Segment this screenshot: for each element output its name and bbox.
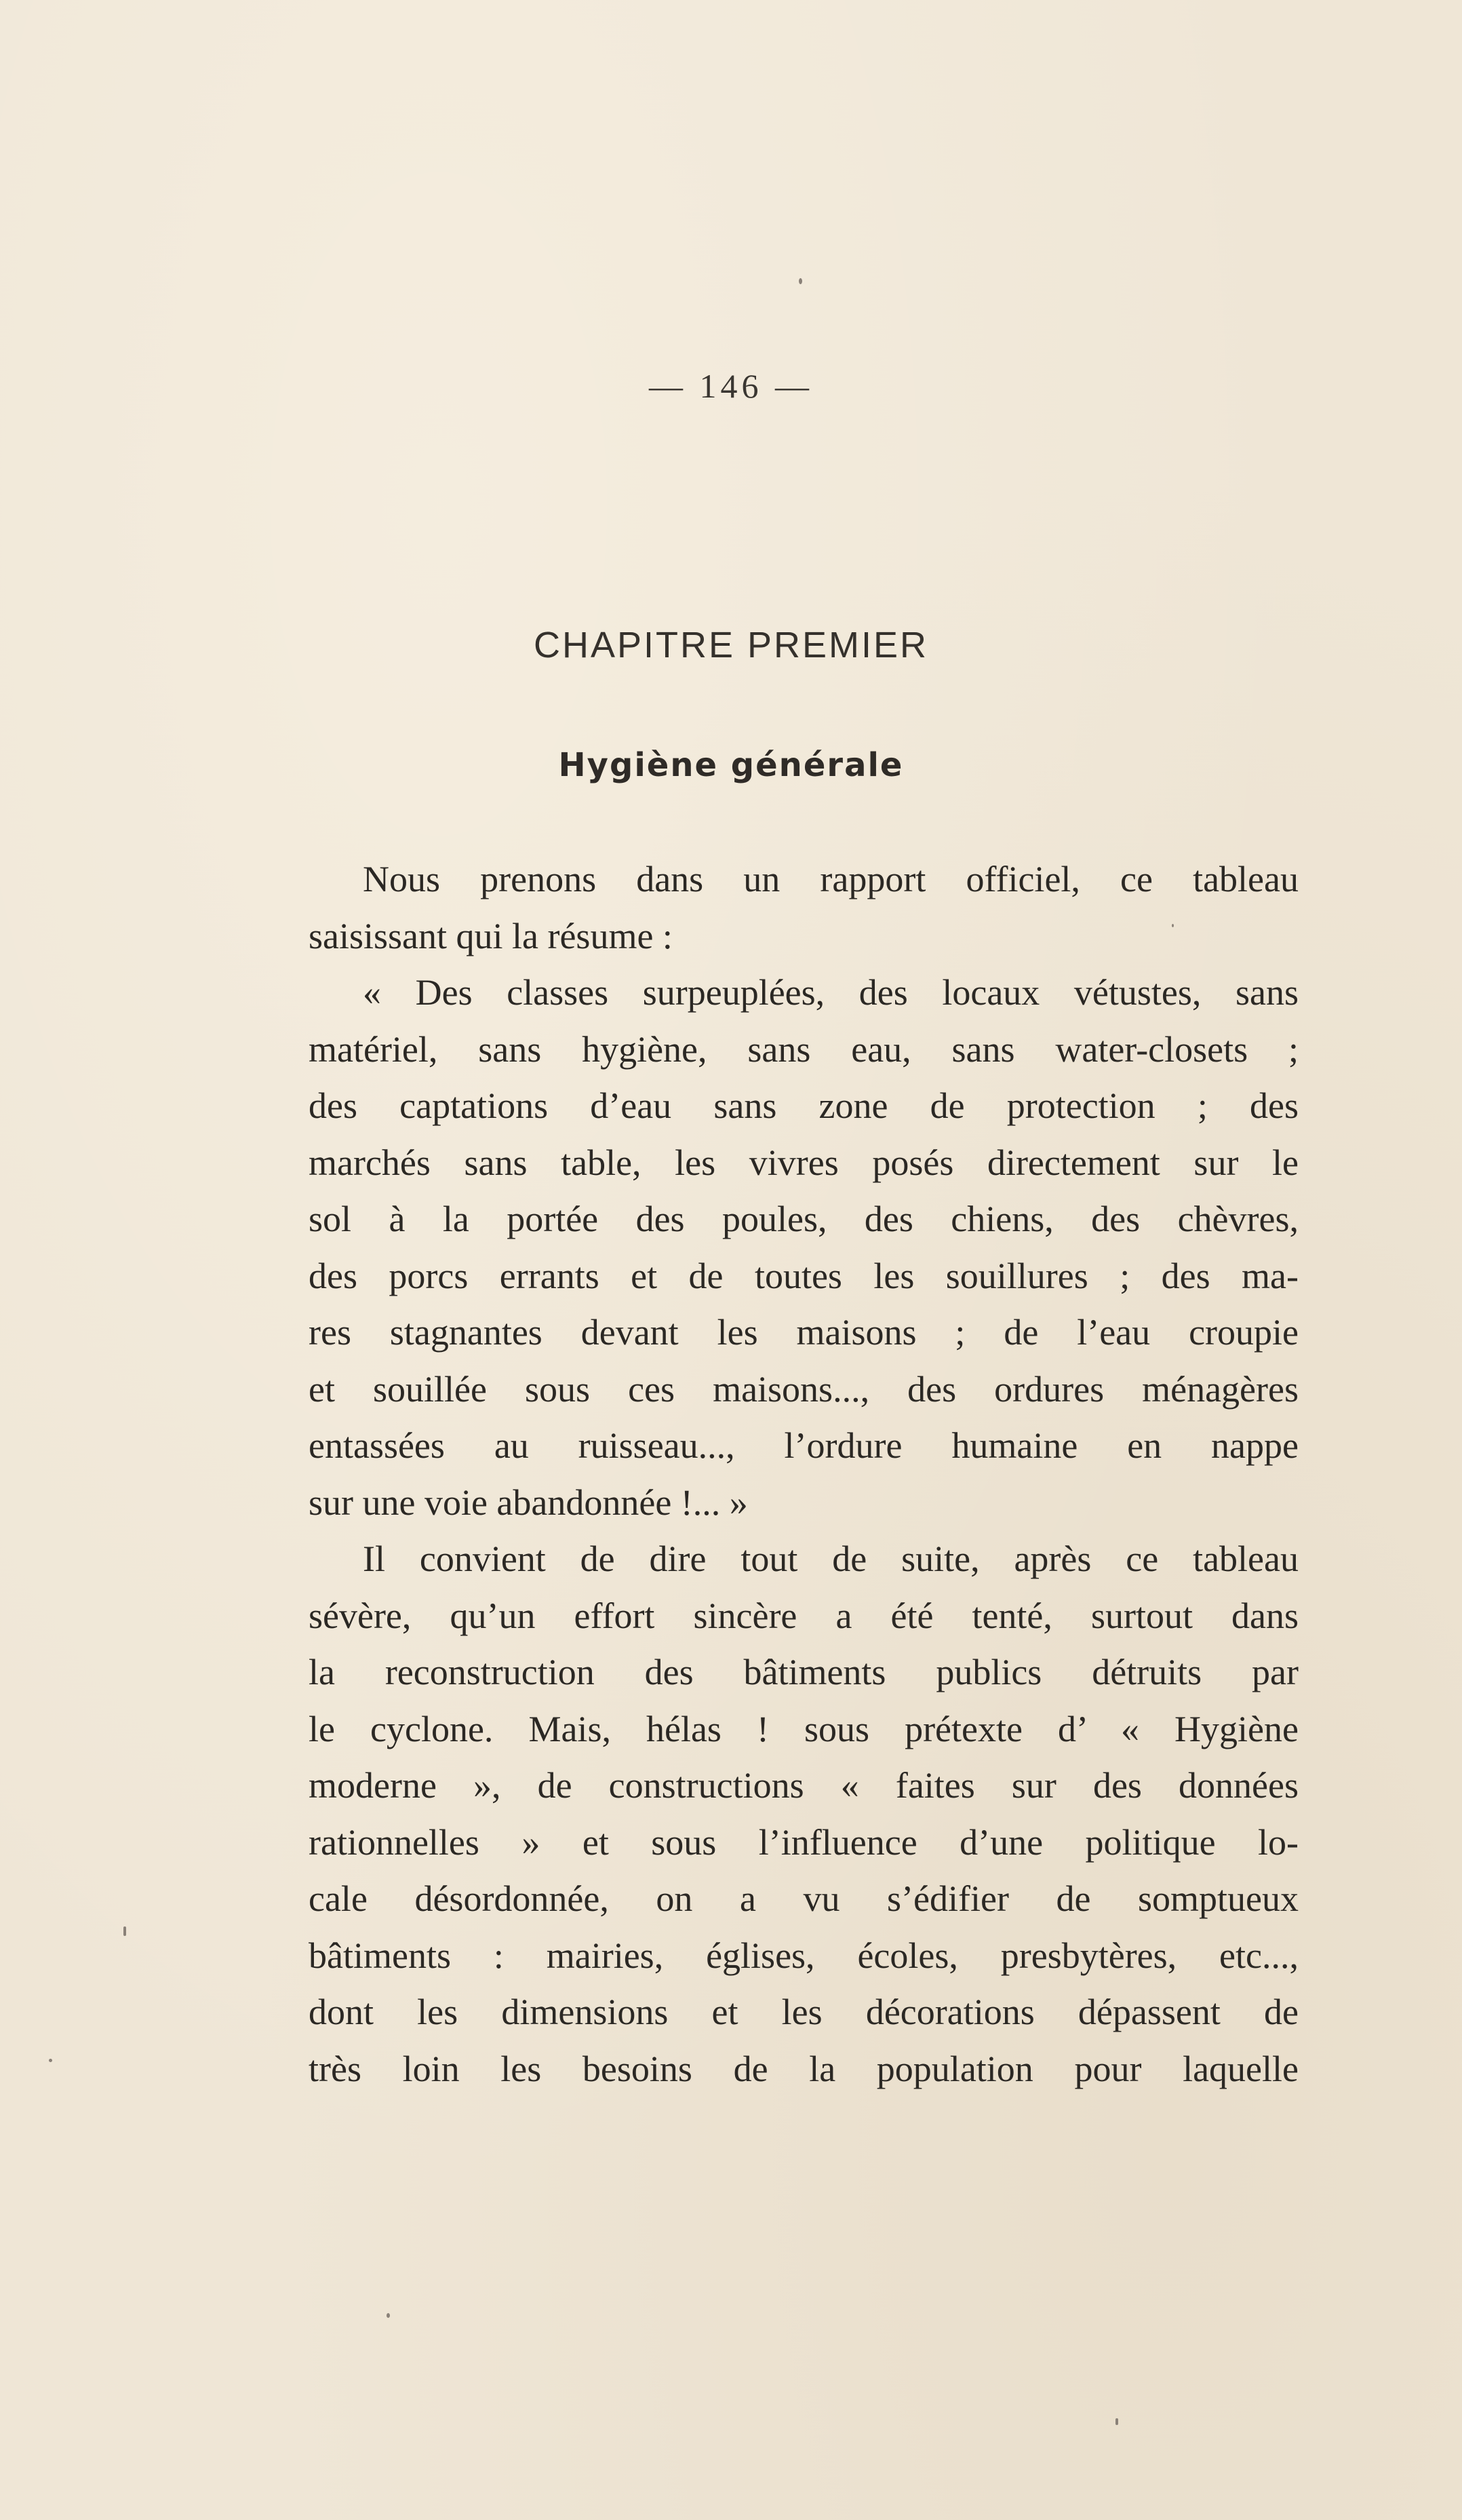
text-line: saisissant qui la résume : (309, 915, 673, 956)
paper-speck (387, 2313, 390, 2318)
paper-speck (1115, 2418, 1118, 2425)
paper-speck (1172, 924, 1174, 927)
text-line: « Des classes surpeuplées, des locaux vétustes, sans (363, 972, 1299, 1013)
text-line: la reconstruction des bâtiments publics détruits par (309, 1652, 1299, 1692)
text-line: très loin les besoins de la population pour laquelle (309, 2048, 1299, 2089)
page-number: — 146 — (649, 367, 813, 405)
text-line: rationnelles » et sous l’influence d’une politique lo- (309, 1821, 1299, 1863)
body-text (309, 851, 1299, 2097)
text-line: entassées au ruisseau..., l’ordure humaine en nappe (309, 1425, 1299, 1466)
text-line: sur une voie abandonnée !... » (309, 1481, 748, 1523)
chapter-title: CHAPITRE PREMIER (533, 625, 929, 665)
text-line: le cyclone. Mais, hélas ! sous prétexte d’ « Hygiène (309, 1708, 1299, 1749)
text-line: Nous prenons dans un rapport officiel, ce tableau (363, 859, 1299, 899)
text-line: moderne », de constructions « faites sur des données (309, 1765, 1299, 1806)
text-line: des porcs errants et de toutes les souillures ; des ma- (309, 1255, 1299, 1296)
text-line: et souillée sous ces maisons..., des ordures ménagères (309, 1368, 1299, 1410)
text-line: sol à la portée des poules, des chiens, des chèvres, (309, 1199, 1299, 1239)
paper-speck (123, 1926, 126, 1936)
text-line: Il convient de dire tout de suite, après ce tableau (363, 1538, 1299, 1579)
section-title: Hygiène générale (558, 746, 904, 784)
text-line: bâtiments : mairies, églises, écoles, presbytères, etc..., (309, 1935, 1299, 1976)
text-line: marchés sans table, les vivres posés directement sur le (309, 1142, 1299, 1183)
text-line: sévère, qu’un effort sincère a été tenté, surtout dans (309, 1595, 1299, 1636)
paper-speck (799, 278, 802, 284)
text-line: dont les dimensions et les décorations dépassent de (309, 1992, 1299, 2032)
text-line: res stagnantes devant les maisons ; de l’eau croupie (309, 1312, 1299, 1353)
text-line: des captations d’eau sans zone de protection ; des (309, 1085, 1299, 1126)
paper-speck (49, 2059, 52, 2062)
text-line: matériel, sans hygiène, sans eau, sans water-closets ; (309, 1028, 1299, 1070)
text-line: cale désordonnée, on a vu s’édifier de somptueux (309, 1878, 1299, 1919)
